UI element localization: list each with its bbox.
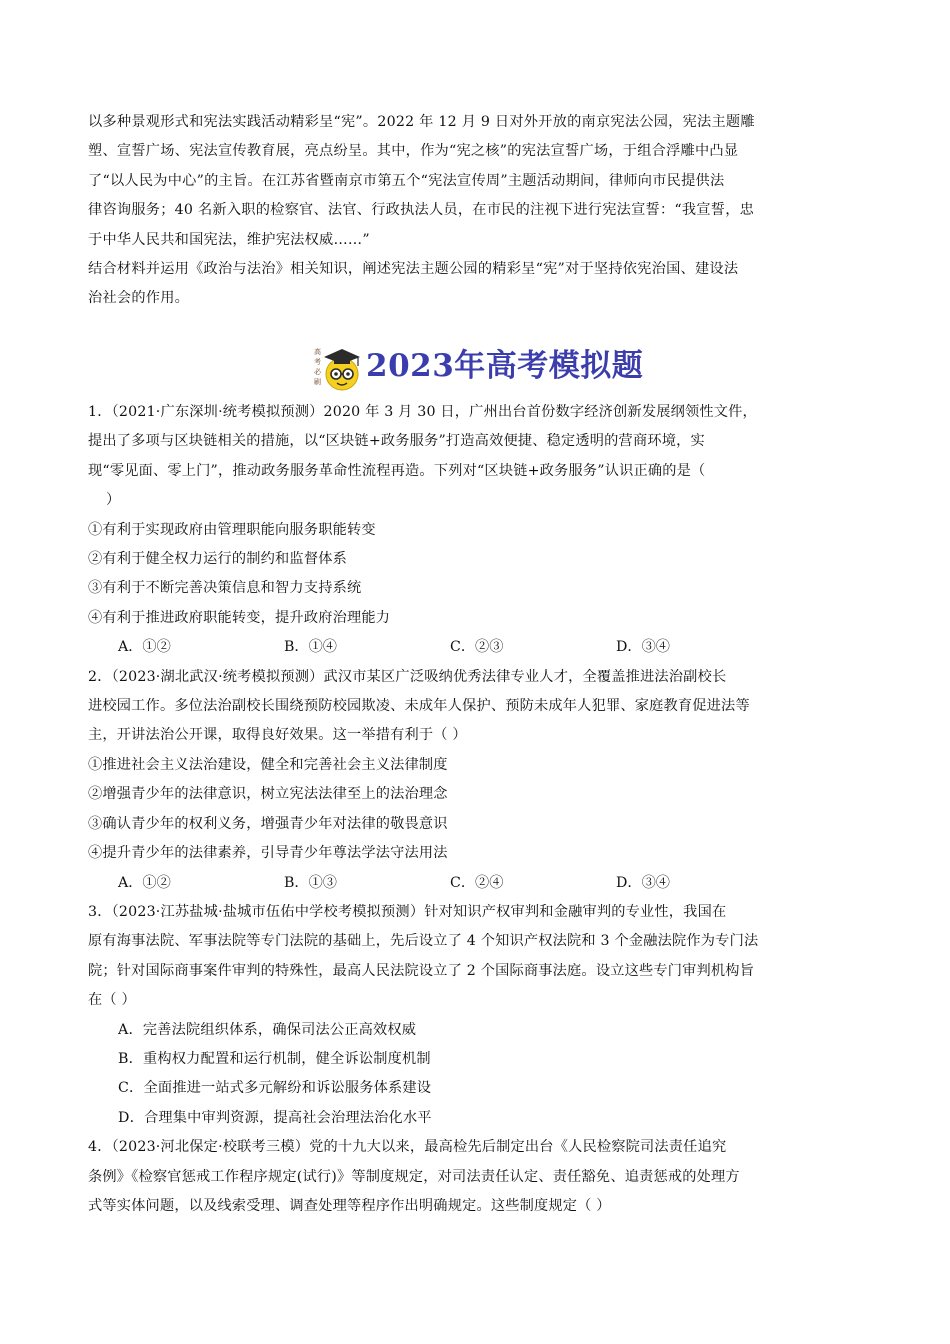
- question-stem-line: 4．（2023·河北保定·校联考三模）党的十九大以来，最高检先后制定出台《人民检察院司法责任追究: [88, 1139, 727, 1156]
- statement-option: ③有利于不断完善决策信息和智力支持系统: [88, 580, 362, 597]
- choice-a[interactable]: A．①②: [118, 874, 171, 891]
- statement-option: ②增强青少年的法律意识，树立宪法法律至上的法治理念: [88, 786, 448, 803]
- choice-b[interactable]: B．重构权力配置和运行机制，健全诉讼制度机制: [118, 1050, 431, 1067]
- graduate-badge-icon: [308, 340, 364, 396]
- intro-question-line: 治社会的作用。: [88, 290, 190, 307]
- question-stem-line: 2．（2023·湖北武汉·统考模拟预测）武汉市某区广泛吸纳优秀法律专业人才，全覆盖推进法治副校长: [88, 668, 727, 685]
- question-stem-line: 院；针对国际商事案件审判的特殊性，最高人民法院设立了 2 个国际商事法庭。设立这些专门审判机构旨: [88, 962, 755, 979]
- section-title: 2023年高考模拟题: [366, 348, 644, 384]
- question-stem-line: 条例》《检察官惩戒工作程序规定(试行)》等制度规定，对司法责任认定、责任豁免、追责惩戒的处理方: [88, 1168, 740, 1185]
- intro-line: 于中华人民共和国宪法，维护宪法权威……”: [88, 231, 370, 248]
- question-stem-line: 在（ ）: [88, 992, 136, 1009]
- badge-text-char: 考: [314, 358, 321, 366]
- question-3: [88, 898, 868, 1133]
- question-stem-line: 3．（2023·江苏盐城·盐城市伍佑中学校考模拟预测）针对知识产权审判和金融审判的专业性，我国在: [88, 903, 727, 920]
- statement-option: ②有利于健全权力运行的制约和监督体系: [88, 551, 347, 568]
- statement-option: ③确认青少年的权利义务，增强青少年对法律的敬畏意识: [88, 815, 448, 832]
- intro-question-line: 结合材料并运用《政治与法治》相关知识，阐述宪法主题公园的精彩呈“宪”对于坚持依宪治国、建设法: [88, 261, 739, 278]
- intro-line: 律咨询服务；40 名新入职的检察官、法官、行政执法人员，在市民的注视下进行宪法宣誓：“我宣誓，忠: [88, 202, 755, 219]
- statement-option: ④提升青少年的法律素养，引导青少年尊法学法守法用法: [88, 845, 448, 862]
- question-4: [88, 1133, 868, 1221]
- answer-choices: [88, 1016, 868, 1134]
- intro-material: [88, 108, 868, 314]
- badge-text-char: 必: [314, 368, 321, 376]
- choice-c[interactable]: C．全面推进一站式多元解纷和诉讼服务体系建设: [118, 1080, 432, 1097]
- answer-choices: [88, 869, 868, 898]
- choice-d[interactable]: D．③④: [616, 874, 670, 891]
- choice-a[interactable]: A．完善法院组织体系，确保司法公正高效权威: [118, 1021, 417, 1038]
- statement-option: ④有利于推进政府职能转变，提升政府治理能力: [88, 609, 391, 626]
- section-banner: [88, 336, 868, 400]
- intro-line: 以多种景观形式和宪法实践活动精彩呈“宪”。2022 年 12 月 9 日对外开放的南京宪法公园，宪法主题雕: [88, 114, 755, 130]
- question-stem-line: 式等实体问题，以及线索受理、调查处理等程序作出明确规定。这些制度规定（ ）: [88, 1197, 611, 1214]
- choice-c[interactable]: C．②③: [450, 639, 504, 656]
- question-stem-line: 1．（2021·广东深圳·统考模拟预测）2020 年 3 月 30 日，广州出台首份数字经济创新发展纲领性文件，: [88, 404, 757, 420]
- question-stem-line: 提出了多项与区块链相关的措施，以“区块链+政务服务”打造高效便捷、稳定透明的营商环境，实: [88, 433, 705, 450]
- choice-c[interactable]: C．②④: [450, 874, 504, 891]
- choice-d[interactable]: D．合理集中审判资源，提高社会治理法治化水平: [118, 1109, 432, 1126]
- choice-d[interactable]: D．③④: [616, 639, 670, 656]
- badge-text-char: 刷: [314, 378, 321, 386]
- answer-choices: [88, 633, 868, 662]
- question-stem-line: 主，开讲法治公开课，取得良好效果。这一举措有利于（ ）: [88, 727, 467, 744]
- question-stem-line: 进校园工作。多位法治副校长围绕预防校园欺凌、未成年人保护、预防未成年人犯罪、家庭教育促进法等: [88, 698, 750, 715]
- statement-option: ①有利于实现政府由管理职能向服务职能转变: [88, 521, 376, 538]
- question-stem-line: ）: [106, 492, 121, 509]
- intro-line: 塑、宣誓广场、宪法宣传教育展，亮点纷呈。其中，作为“宪之核”的宪法宣誓广场，于组合浮雕中凸显: [88, 143, 739, 160]
- question-list: [88, 398, 868, 1221]
- question-1: [88, 398, 868, 663]
- question-2: [88, 663, 868, 898]
- question-stem-line: 现“零见面、零上门”，推动政务服务革命性流程再造。下列对“区块链+政务服务”认识正确的是（: [88, 462, 706, 479]
- question-stem-line: 原有海事法院、军事法院等专门法院的基础上，先后设立了 4 个知识产权法院和 3 个金融法院作为专门法: [88, 933, 759, 950]
- document-page: [88, 108, 868, 1214]
- statement-option: ①推进社会主义法治建设，健全和完善社会主义法律制度: [88, 756, 448, 773]
- choice-b[interactable]: B．①③: [284, 874, 337, 891]
- choice-b[interactable]: B．①④: [284, 639, 337, 656]
- intro-line: 了“以人民为中心”的主旨。在江苏省暨南京市第五个“宪法宣传周”主题活动期间，律师向市民提供法: [88, 172, 725, 189]
- badge-text-char: 高: [314, 348, 321, 356]
- choice-a[interactable]: A．①②: [118, 639, 171, 656]
